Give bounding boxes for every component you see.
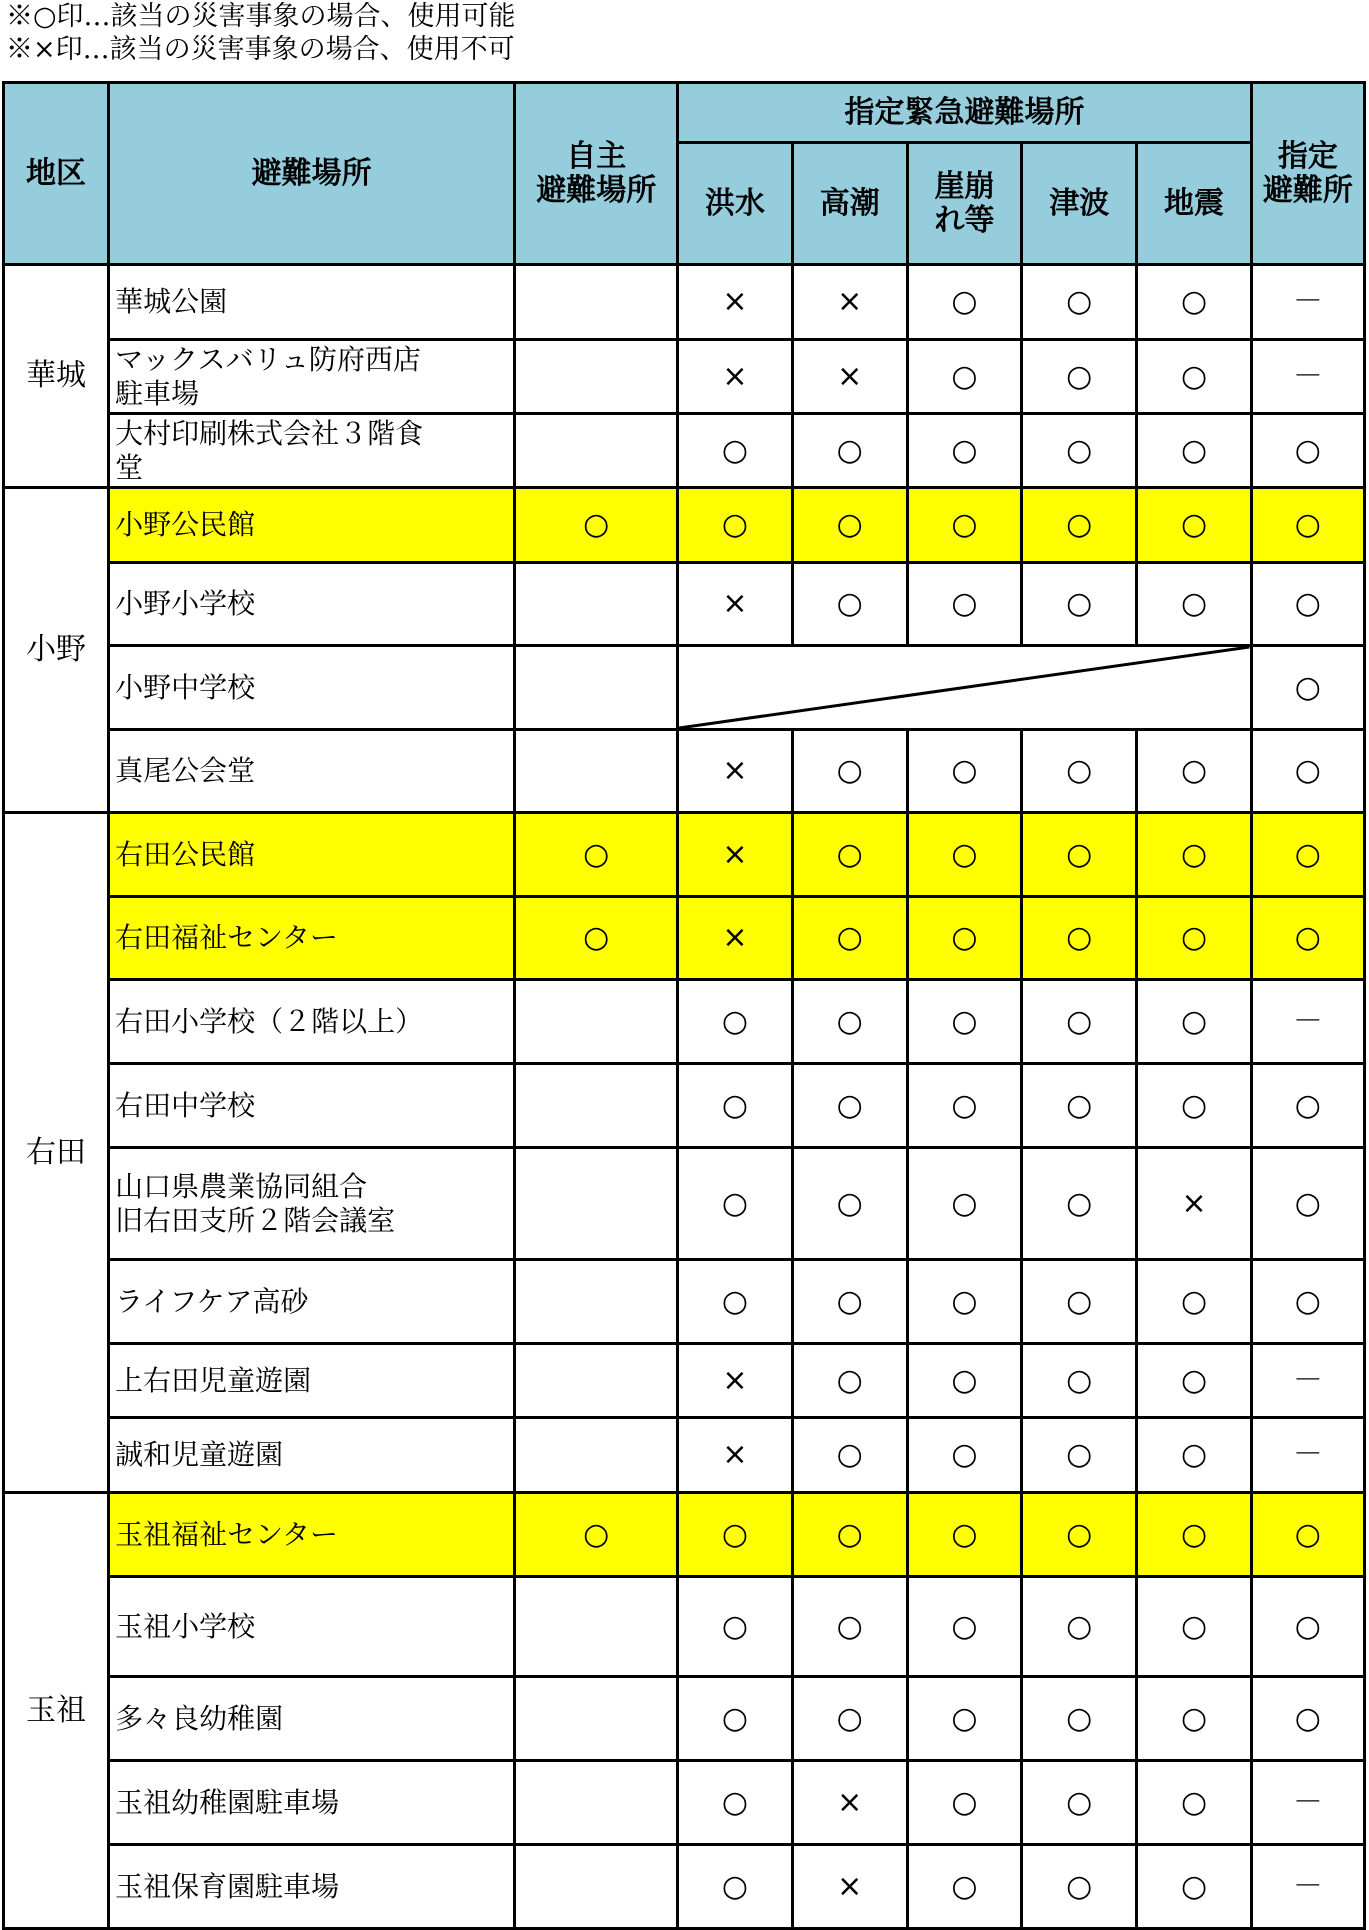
mark-tsunami: ○ [1022,730,1137,813]
mark-storm-surge: ○ [792,1064,907,1148]
area-cell: 華城 [4,265,109,488]
voluntary-cell [515,646,678,730]
mark-storm-surge: ○ [792,1577,907,1677]
shelter-name-cell: 小野小学校 [109,563,515,646]
voluntary-cell [515,265,678,340]
designated-cell: － [1251,340,1364,414]
designated-cell: － [1251,1761,1364,1845]
table-row [4,813,1365,897]
table-row [4,646,1365,730]
mark-earthquake: ○ [1137,265,1251,340]
mark-flood: × [678,897,792,980]
designated-cell: ○ [1251,1677,1364,1761]
mark-flood: × [678,563,792,646]
shelter-name-cell: 玉祖保育園駐車場 [109,1845,515,1929]
mark-landslide: ○ [907,340,1021,414]
designated-cell: － [1251,980,1364,1064]
mark-earthquake: ○ [1137,1260,1251,1344]
table-row [4,1344,1365,1418]
designated-cell: － [1251,1845,1364,1929]
mark-tsunami: ○ [1022,1344,1137,1418]
mark-earthquake: ○ [1137,813,1251,897]
area-cell: 玉祖 [4,1493,109,1929]
mark-flood: ○ [678,1677,792,1761]
shelter-name-cell: 右田公民館 [109,813,515,897]
voluntary-cell [515,1260,678,1344]
mark-earthquake: ○ [1137,1064,1251,1148]
mark-landslide: ○ [907,1761,1021,1845]
area-cell: 右田 [4,813,109,1493]
mark-landslide: ○ [907,1418,1021,1493]
designated-cell: ○ [1251,488,1364,563]
mark-storm-surge: ○ [792,1148,907,1260]
mark-tsunami: ○ [1022,980,1137,1064]
mark-storm-surge: ○ [792,1677,907,1761]
mark-tsunami: ○ [1022,1260,1137,1344]
table-row [4,1493,1365,1577]
mark-earthquake: ○ [1137,563,1251,646]
designated-cell: ○ [1251,646,1364,730]
mark-tsunami: ○ [1022,1064,1137,1148]
mark-earthquake: ○ [1137,1418,1251,1493]
shelter-name-cell: マックスバリュ防府西店 駐車場 [109,340,515,414]
shelter-name-cell: ライフケア高砂 [109,1260,515,1344]
mark-tsunami: ○ [1022,1845,1137,1929]
mark-tsunami: ○ [1022,488,1137,563]
mark-tsunami: ○ [1022,414,1137,488]
designated-cell: ○ [1251,1577,1364,1677]
mark-storm-surge: ○ [792,813,907,897]
mark-landslide: ○ [907,1344,1021,1418]
voluntary-cell [515,1577,678,1677]
shelter-name-cell: 玉祖福祉センター [109,1493,515,1577]
mark-flood: × [678,1418,792,1493]
table-row [4,897,1365,980]
voluntary-cell: ○ [515,897,678,980]
mark-storm-surge: ○ [792,414,907,488]
mark-earthquake: ○ [1137,1761,1251,1845]
header-shelter: 避難場所 [109,83,515,265]
not-applicable-cell [678,646,1251,730]
mark-tsunami: ○ [1022,265,1137,340]
mark-storm-surge: ○ [792,897,907,980]
shelter-name-cell: 玉祖幼稚園駐車場 [109,1761,515,1845]
mark-flood: × [678,1344,792,1418]
table-row [4,563,1365,646]
header-area: 地区 [4,83,109,265]
mark-tsunami: ○ [1022,563,1137,646]
designated-cell: ○ [1251,1260,1364,1344]
mark-storm-surge: ○ [792,730,907,813]
header-designated: 指定 避難所 [1251,83,1364,265]
legend-notes [6,0,516,66]
mark-flood: ○ [678,1845,792,1929]
designated-cell: ○ [1251,730,1364,813]
mark-earthquake: × [1137,1148,1251,1260]
table-row [4,488,1365,563]
mark-landslide: ○ [907,265,1021,340]
mark-earthquake: ○ [1137,1577,1251,1677]
header-voluntary: 自主 避難場所 [515,83,678,265]
mark-landslide: ○ [907,414,1021,488]
table-row [4,1260,1365,1344]
mark-flood: ○ [678,1260,792,1344]
mark-landslide: ○ [907,563,1021,646]
mark-flood: × [678,813,792,897]
voluntary-cell [515,1344,678,1418]
mark-landslide: ○ [907,1260,1021,1344]
table-row [4,1677,1365,1761]
table-row [4,1577,1365,1677]
mark-tsunami: ○ [1022,340,1137,414]
shelter-name-cell: 上右田児童遊園 [109,1344,515,1418]
header-hazard-tsunami: 津波 [1022,143,1137,265]
mark-storm-surge: ○ [792,1418,907,1493]
shelter-name-cell: 誠和児童遊園 [109,1418,515,1493]
mark-landslide: ○ [907,980,1021,1064]
designated-cell: ○ [1251,563,1364,646]
mark-landslide: ○ [907,1148,1021,1260]
shelter-name-cell: 真尾公会堂 [109,730,515,813]
shelter-table [2,81,1366,1930]
mark-tsunami: ○ [1022,1148,1137,1260]
voluntary-cell [515,980,678,1064]
mark-tsunami: ○ [1022,1677,1137,1761]
voluntary-cell [515,563,678,646]
mark-storm-surge: × [792,1761,907,1845]
mark-tsunami: ○ [1022,1493,1137,1577]
mark-earthquake: ○ [1137,1344,1251,1418]
mark-flood: ○ [678,1577,792,1677]
header-hazard-flood: 洪水 [678,143,792,265]
voluntary-cell [515,1677,678,1761]
mark-earthquake: ○ [1137,340,1251,414]
mark-flood: ○ [678,488,792,563]
shelter-name-cell: 山口県農業協同組合 旧右田支所２階会議室 [109,1148,515,1260]
mark-earthquake: ○ [1137,488,1251,563]
shelter-name-cell: 右田小学校（２階以上） [109,980,515,1064]
shelter-name-cell: 小野公民館 [109,488,515,563]
mark-storm-surge: × [792,1845,907,1929]
mark-landslide: ○ [907,1845,1021,1929]
mark-tsunami: ○ [1022,1761,1137,1845]
voluntary-cell: ○ [515,1493,678,1577]
mark-earthquake: ○ [1137,897,1251,980]
table-row [4,1064,1365,1148]
mark-earthquake: ○ [1137,1493,1251,1577]
designated-cell: ○ [1251,414,1364,488]
mark-flood: ○ [678,980,792,1064]
voluntary-cell [515,1761,678,1845]
table-row [4,1148,1365,1260]
table-row [4,265,1365,340]
mark-earthquake: ○ [1137,1845,1251,1929]
mark-tsunami: ○ [1022,1577,1137,1677]
mark-storm-surge: × [792,265,907,340]
shelter-name-cell: 多々良幼稚園 [109,1677,515,1761]
mark-landslide: ○ [907,897,1021,980]
voluntary-cell [515,1845,678,1929]
mark-landslide: ○ [907,1493,1021,1577]
table-row [4,1845,1365,1929]
shelter-name-cell: 華城公園 [109,265,515,340]
shelter-name-cell: 大村印刷株式会社３階食 堂 [109,414,515,488]
shelter-name-cell: 玉祖小学校 [109,1577,515,1677]
shelter-name-cell: 右田中学校 [109,1064,515,1148]
table-row [4,414,1365,488]
legend-note-cross: ※×印…該当の災害事象の場合、使用不可 [6,34,515,65]
voluntary-cell: ○ [515,488,678,563]
mark-flood: × [678,340,792,414]
header-emergency-group: 指定緊急避難場所 [678,83,1251,143]
mark-storm-surge: ○ [792,980,907,1064]
table-row [4,730,1365,813]
mark-tsunami: ○ [1022,897,1137,980]
mark-landslide: ○ [907,1064,1021,1148]
mark-flood: ○ [678,1493,792,1577]
table-body [4,265,1365,1929]
mark-storm-surge: ○ [792,1493,907,1577]
area-cell: 小野 [4,488,109,813]
mark-storm-surge: ○ [792,563,907,646]
designated-cell: ○ [1251,1064,1364,1148]
shelter-name-cell: 右田福祉センター [109,897,515,980]
mark-earthquake: ○ [1137,980,1251,1064]
mark-landslide: ○ [907,1677,1021,1761]
mark-storm-surge: × [792,340,907,414]
mark-earthquake: ○ [1137,414,1251,488]
mark-storm-surge: ○ [792,488,907,563]
designated-cell: ○ [1251,813,1364,897]
mark-storm-surge: ○ [792,1260,907,1344]
mark-tsunami: ○ [1022,813,1137,897]
mark-landslide: ○ [907,730,1021,813]
table-row [4,1761,1365,1845]
mark-flood: ○ [678,1148,792,1260]
voluntary-cell [515,340,678,414]
mark-flood: ○ [678,414,792,488]
mark-tsunami: ○ [1022,1418,1137,1493]
designated-cell: － [1251,265,1364,340]
mark-storm-surge: ○ [792,1344,907,1418]
designated-cell: ○ [1251,897,1364,980]
designated-cell: ○ [1251,1148,1364,1260]
mark-landslide: ○ [907,488,1021,563]
voluntary-cell [515,414,678,488]
header-hazard-earthquake: 地震 [1137,143,1251,265]
voluntary-cell [515,1148,678,1260]
designated-cell: － [1251,1344,1364,1418]
shelter-name-cell: 小野中学校 [109,646,515,730]
voluntary-cell: ○ [515,813,678,897]
mark-flood: × [678,265,792,340]
header-hazard-storm-surge: 高潮 [792,143,907,265]
legend-note-circle: ※○印…該当の災害事象の場合、使用可能 [6,1,516,32]
mark-earthquake: ○ [1137,1677,1251,1761]
voluntary-cell [515,1064,678,1148]
mark-flood: ○ [678,1064,792,1148]
mark-landslide: ○ [907,1577,1021,1677]
mark-flood: × [678,730,792,813]
header-hazard-landslide: 崖崩 れ等 [907,143,1021,265]
table-row [4,1418,1365,1493]
voluntary-cell [515,1418,678,1493]
designated-cell: － [1251,1418,1364,1493]
mark-earthquake: ○ [1137,730,1251,813]
mark-flood: ○ [678,1761,792,1845]
table-row [4,980,1365,1064]
table-row [4,340,1365,414]
mark-landslide: ○ [907,813,1021,897]
designated-cell: ○ [1251,1493,1364,1577]
voluntary-cell [515,730,678,813]
